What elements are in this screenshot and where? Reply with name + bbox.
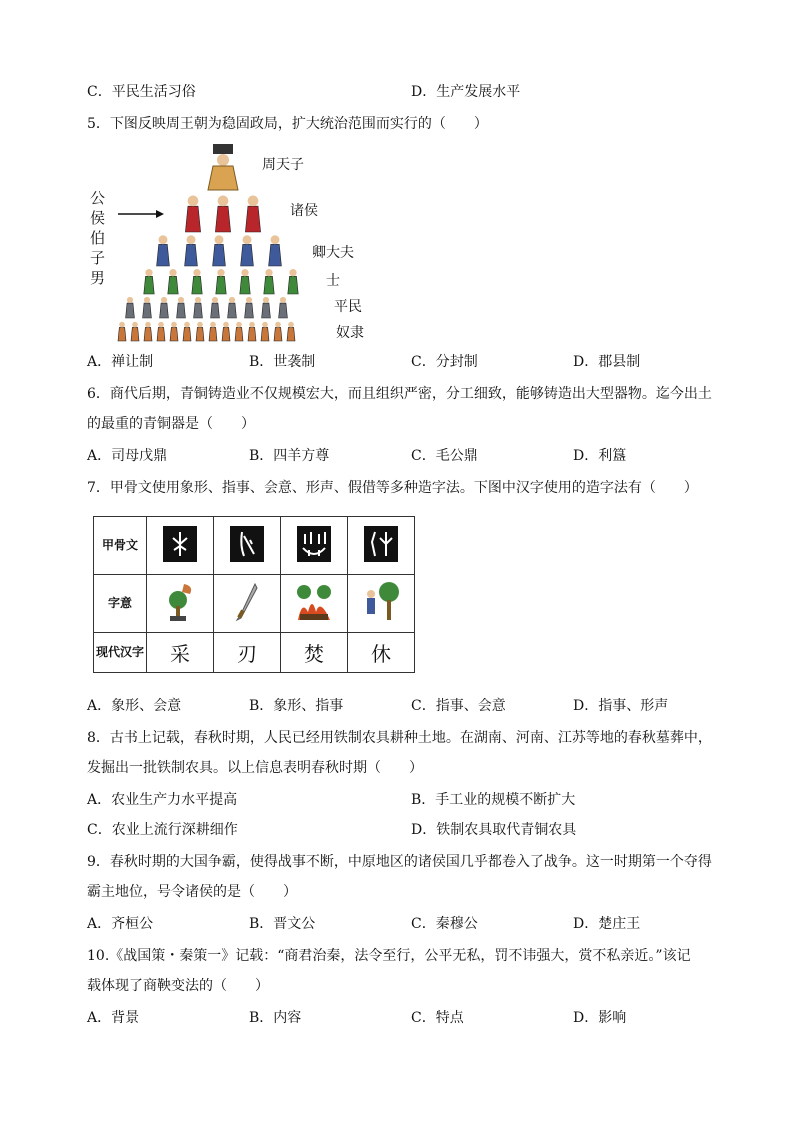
person-figure bbox=[288, 269, 298, 294]
q7-option-c: C．指事、会意 bbox=[411, 698, 506, 714]
row-header-meaning: 字意 bbox=[94, 575, 147, 633]
q5-option-c: C．分封制 bbox=[411, 354, 478, 370]
meaning-picture-xiu bbox=[348, 575, 415, 633]
level-label-emperor: 周天子 bbox=[262, 157, 304, 173]
slaves-row bbox=[118, 322, 295, 341]
person-figure bbox=[118, 322, 126, 341]
person-figure bbox=[216, 269, 226, 294]
q8-stem-line1: 8．古书上记载，春秋时期，人民已经用铁制农具耕种土地。在湖南、河南、江苏等地的春秋墓葬中， bbox=[87, 730, 712, 746]
scholars-row bbox=[144, 269, 298, 294]
q8-option-a: A．农业生产力水平提高 bbox=[87, 792, 238, 808]
person-figure bbox=[264, 269, 274, 294]
nobles-row bbox=[185, 196, 260, 232]
modern-char-ren: 刃 bbox=[214, 633, 281, 673]
q9-option-b: B．晋文公 bbox=[249, 916, 316, 932]
table-row-meaning bbox=[94, 575, 415, 633]
person-figure bbox=[126, 297, 135, 318]
oracle-glyph-xiu bbox=[348, 517, 415, 575]
meaning-picture-fen bbox=[281, 575, 348, 633]
q6-option-c: C．毛公鼎 bbox=[411, 448, 478, 464]
person-figure bbox=[213, 235, 226, 266]
person-figure bbox=[261, 322, 269, 341]
person-figure bbox=[183, 322, 191, 341]
commoners-row bbox=[126, 297, 288, 318]
level-label-nobles: 诸侯 bbox=[290, 203, 318, 219]
person-figure bbox=[262, 297, 271, 318]
q8-option-b: B．手工业的规模不断扩大 bbox=[411, 792, 576, 808]
oracle-bone-table bbox=[93, 516, 415, 673]
level-label-scholars: 士 bbox=[326, 273, 340, 289]
q9-stem-line1: 9．春秋时期的大国争霸，使得战事不断，中原地区的诸侯国几乎都卷入了战争。这一时期第一个夺得 bbox=[87, 854, 712, 870]
person-figure bbox=[157, 322, 165, 341]
q5-option-d: D．郡县制 bbox=[573, 354, 641, 370]
person-figure bbox=[222, 322, 230, 341]
q8-option-d: D．铁制农具取代青铜农具 bbox=[411, 822, 577, 838]
person-figure bbox=[177, 297, 186, 318]
person-figure bbox=[235, 322, 243, 341]
ministers-row bbox=[157, 235, 282, 266]
person-figure bbox=[170, 322, 178, 341]
q5-pyramid-figure bbox=[90, 138, 370, 344]
level-label-commoners: 平民 bbox=[334, 299, 362, 315]
person-figure bbox=[279, 297, 288, 318]
pyramid-illustration bbox=[90, 138, 370, 344]
q4-option-d: D．生产发展水平 bbox=[411, 84, 521, 100]
person-figure bbox=[240, 269, 250, 294]
q10-option-d: D．影响 bbox=[573, 1010, 627, 1026]
q8-option-c: C．农业上流行深耕细作 bbox=[87, 822, 238, 838]
q9-stem-line2: 霸主地位，号令诸侯的是（ ） bbox=[87, 884, 297, 900]
q9-option-a: A．齐桓公 bbox=[87, 916, 154, 932]
arrow-icon bbox=[118, 210, 164, 218]
q7-stem: 7．甲骨文使用象形、指事、会意、形声、假借等多种造字法。下图中汉字使用的造字法有（ ） bbox=[87, 480, 698, 496]
person-figure bbox=[144, 322, 152, 341]
q4-option-c: C．平民生活习俗 bbox=[87, 84, 196, 100]
modern-char-xiu: 休 bbox=[348, 633, 415, 673]
person-figure bbox=[192, 269, 202, 294]
person-figure bbox=[241, 235, 254, 266]
row-header-oracle: 甲骨文 bbox=[94, 517, 147, 575]
person-figure bbox=[143, 297, 152, 318]
q6-option-d: D．利簋 bbox=[573, 448, 627, 464]
q9-option-c: C．秦穆公 bbox=[411, 916, 478, 932]
q10-stem-line1: 10.《战国策・秦策一》记载：“商君治秦，法令至行，公平无私，罚不讳强大，赏不私亲近。”该记 bbox=[87, 948, 691, 964]
person-figure bbox=[168, 269, 178, 294]
person-figure bbox=[211, 297, 220, 318]
q10-option-c: C．特点 bbox=[411, 1010, 464, 1026]
q7-option-a: A．象形、会意 bbox=[87, 698, 182, 714]
oracle-glyph-ren bbox=[214, 517, 281, 575]
person-figure bbox=[160, 297, 169, 318]
row-header-modern: 现代汉字 bbox=[94, 633, 147, 673]
person-figure bbox=[157, 235, 170, 266]
q5-option-a: A．禅让制 bbox=[87, 354, 154, 370]
person-figure bbox=[185, 196, 200, 232]
person-figure bbox=[215, 196, 230, 232]
q5-option-b: B．世袭制 bbox=[249, 354, 316, 370]
person-figure bbox=[245, 297, 254, 318]
person-figure bbox=[209, 322, 217, 341]
q6-option-b: B．四羊方尊 bbox=[249, 448, 330, 464]
person-figure bbox=[144, 269, 154, 294]
level-label-ministers: 卿大夫 bbox=[312, 245, 354, 261]
q6-stem-line1: 6．商代后期，青铜铸造业不仅规模宏大，而且组织严密，分工细致，能够铸造出大型器物。迄今出土 bbox=[87, 386, 712, 402]
table-row-modern bbox=[94, 633, 415, 673]
rank-titles-vertical: 公 侯 伯 子 男 bbox=[90, 189, 106, 287]
q8-stem-line2: 发掘出一批铁制农具。以上信息表明春秋时期（ ） bbox=[87, 760, 423, 776]
person-figure bbox=[131, 322, 139, 341]
q6-option-a: A．司母戊鼎 bbox=[87, 448, 168, 464]
oracle-glyph-fen bbox=[281, 517, 348, 575]
person-figure bbox=[274, 322, 282, 341]
person-figure bbox=[185, 235, 198, 266]
person-figure bbox=[194, 297, 203, 318]
q10-stem-line2: 载体现了商鞅变法的（ ） bbox=[87, 978, 269, 994]
q9-option-d: D．楚庄王 bbox=[573, 916, 641, 932]
table-row-oracle bbox=[94, 517, 415, 575]
q10-option-b: B．内容 bbox=[249, 1010, 302, 1026]
q10-option-a: A．背景 bbox=[87, 1010, 140, 1026]
q6-stem-line2: 的最重的青铜器是（ ） bbox=[87, 416, 255, 432]
q7-option-b: B．象形、指事 bbox=[249, 698, 344, 714]
q5-stem: 5．下图反映周王朝为稳固政局，扩大统治范围而实行的（ ） bbox=[87, 116, 488, 132]
modern-char-cai: 采 bbox=[147, 633, 214, 673]
person-figure bbox=[287, 322, 295, 341]
emperor-figure bbox=[208, 144, 238, 190]
person-figure bbox=[248, 322, 256, 341]
level-label-slaves: 奴隶 bbox=[336, 325, 364, 341]
meaning-picture-cai bbox=[147, 575, 214, 633]
person-figure bbox=[228, 297, 237, 318]
q7-option-d: D．指事、形声 bbox=[573, 698, 669, 714]
meaning-picture-ren bbox=[214, 575, 281, 633]
person-figure bbox=[245, 196, 260, 232]
person-figure bbox=[196, 322, 204, 341]
modern-char-fen: 焚 bbox=[281, 633, 348, 673]
person-figure bbox=[269, 235, 282, 266]
oracle-glyph-cai bbox=[147, 517, 214, 575]
